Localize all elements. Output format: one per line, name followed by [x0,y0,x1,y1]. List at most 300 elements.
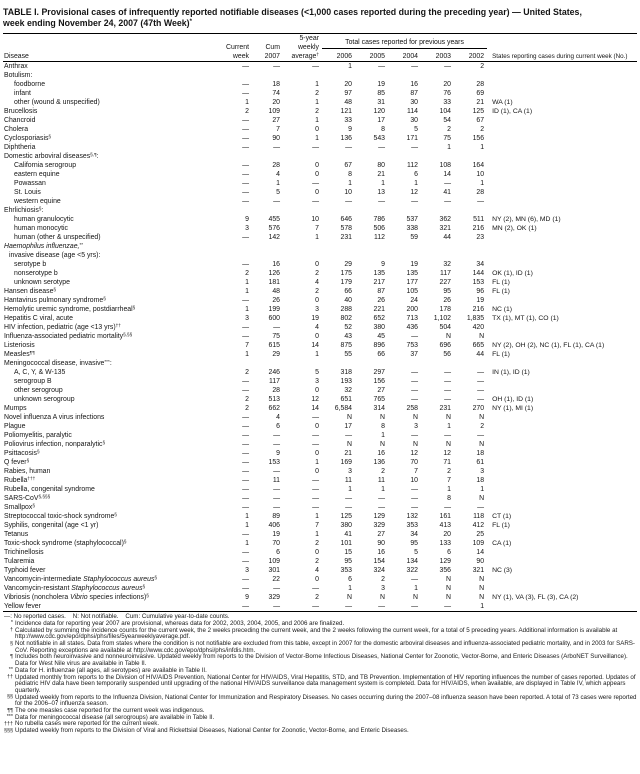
case-count: — [242,378,249,386]
disease-name: Hemolytic uremic syndrome, postdiarrheal§ [4,305,136,314]
case-count: 12 [443,450,451,458]
footnote-text: Updated monthly from reports to the Division of HIV/AIDS Prevention, National Center for HIV/AIDS, Viral Hepatitis, STD, and TB Prevention. Implementation of HIV reporting influences the number of cases reported. Updates of pediatric HIV data have been temporarily suspended until upgrading of the national HIV/AIDS surveillance data management system is completed. Data for HIV/AIDS, when available, are displayed in Table IV, which appears quarterly. [15,673,638,694]
case-count: 2 [245,270,249,278]
disease-name: Q fever§ [4,458,30,467]
case-count: 2 [447,468,451,476]
case-count [388,71,421,80]
reporting-states [487,197,637,206]
case-count: 41 [443,189,451,197]
reporting-states [487,89,637,98]
case-count: 125 [472,108,485,116]
footnote-marker: ** [8,667,13,674]
table-row [3,593,637,602]
case-count: — [378,603,385,611]
reporting-states [487,170,637,179]
case-count: — [444,378,451,386]
case-count: 662 [268,405,280,413]
case-count: 329 [373,522,385,530]
reporting-states [487,485,637,494]
case-count: 44 [476,351,485,359]
case-count: 8 [348,171,352,179]
reporting-states: ID (1), CA (1) [492,108,533,116]
case-count: — [411,396,418,404]
case-count: 20 [272,99,280,107]
case-count: 153 [268,459,280,467]
case-count: — [273,432,280,440]
col-header-2005: 2005 [355,48,388,61]
case-count: 2 [315,108,319,116]
case-count: — [444,198,451,206]
case-count: N [446,585,451,593]
case-count: N [446,594,451,602]
disease-name: unknown serotype [14,279,70,287]
disease-name: HIV infection, pediatric (age <13 yrs)†† [4,323,121,332]
case-count: 8 [381,126,385,134]
reporting-states: CT (1) [492,513,512,521]
case-count: — [411,504,418,512]
case-count [283,206,322,215]
case-count: 2 [315,90,319,98]
case-count: 41 [344,531,352,539]
case-count: 3 [414,423,418,431]
case-count: 18 [476,450,485,458]
disease-name: A, C, Y, & W-135 [14,369,66,377]
case-count: 28 [476,81,485,89]
case-count: — [273,198,280,206]
case-count: 0 [315,126,319,134]
case-count [283,251,322,260]
case-count: — [242,549,249,557]
case-count: 175 [340,270,352,278]
col-header-5yr-weekly-average: 5-year weekly average† [283,34,322,62]
case-count: 19 [377,81,385,89]
case-count: 48 [272,288,280,296]
table-row [3,386,637,395]
case-count: 246 [268,369,280,377]
case-count: 90 [377,540,385,548]
reporting-states [487,62,637,72]
case-count: 43 [344,333,352,341]
table-row [3,62,637,72]
case-count: 216 [472,306,485,314]
disease-name: Syphilis, congenital (age <1 yr) [4,522,99,530]
case-count [252,242,283,251]
case-count: N [479,414,485,422]
reporting-states [487,377,637,386]
case-count [252,71,283,80]
footnote-marker: † [10,627,13,634]
case-count: 75 [272,333,280,341]
case-count: — [242,117,249,125]
case-count: 89 [272,513,280,521]
case-count: — [273,504,280,512]
disease-name: St. Louis [14,189,41,197]
case-count: 1 [245,279,249,287]
case-count: 436 [406,324,418,332]
case-count: 270 [472,405,485,413]
case-count: 322 [406,567,418,575]
case-count: — [273,441,280,449]
case-count: 156 [373,378,385,386]
disease-name: infant [14,90,31,98]
title-line-1: TABLE I. Provisional cases of infrequently reported notifiable diseases (<1,000 cases reported during the preceding year) — United States, [3,7,582,17]
case-count: 1 [447,486,451,494]
case-count [322,359,355,368]
disease-name: western equine [14,198,61,206]
case-count [454,242,487,251]
case-count: — [312,477,319,485]
title-line-2: week ending November 24, 2007 (47th Week)* [3,17,192,28]
case-count: 31 [377,99,385,107]
case-count [421,206,454,215]
case-count: 4 [315,279,319,287]
disease-name: Novel influenza A virus infections [4,414,105,422]
case-count: 2 [315,558,319,566]
case-count: 9 [245,216,249,224]
disease-name: SARS-CoV§,§§§ [4,494,51,503]
footnote-text: Data for H. influenzae (all ages, all serotypes) are available in Table II. [15,666,207,674]
footnote [3,654,639,667]
case-count: 75 [443,135,451,143]
case-count [388,359,421,368]
reporting-states [487,80,637,89]
reporting-states [487,584,637,593]
case-count: 18 [272,81,280,89]
case-count: 24 [410,297,418,305]
table-row [3,323,637,332]
reporting-states [487,413,637,422]
case-count: — [312,144,319,152]
case-count: 85 [377,90,385,98]
col-header-previous-years-group: Total cases reported for previous years [322,34,487,49]
disease-name: serogroup B [14,378,52,386]
case-count: N [479,576,485,584]
case-count: 1 [315,531,319,539]
case-count: 2 [381,576,385,584]
reporting-states [487,467,637,476]
case-count: 600 [268,315,280,323]
case-count: 1 [245,99,249,107]
case-count: 9 [381,261,385,269]
disease-name: Psittacosis§ [4,449,40,458]
footnote-marker: * [10,620,13,627]
disease-name: Tetanus [4,531,29,539]
col-header-disease: Disease [3,34,218,62]
case-count: 29 [344,261,352,269]
case-count: 0 [315,387,319,395]
disease-name: Chancroid [4,117,36,125]
case-count: 1 [480,486,485,494]
case-count: 117 [269,378,280,386]
case-count: 6 [447,549,451,557]
case-count [283,242,322,251]
case-count: — [411,369,418,377]
case-count: 8 [447,495,451,503]
table-row [3,197,637,206]
case-count: 13 [377,189,385,197]
case-count: 76 [443,90,451,98]
case-count: 2 [245,405,249,413]
case-count: — [242,189,249,197]
case-count [218,251,252,260]
case-count: 1 [315,459,319,467]
case-count: — [242,90,249,98]
case-count: 10 [311,216,319,224]
case-count [355,359,388,368]
table-row [3,449,637,458]
case-count: — [444,396,451,404]
case-count: 646 [340,216,352,224]
case-count: 40 [344,297,352,305]
case-count: 133 [439,540,451,548]
case-count: 258 [406,405,418,413]
case-count: — [312,432,319,440]
case-count: 537 [406,216,418,224]
case-count: 3 [480,468,485,476]
case-count: — [242,603,249,611]
reporting-states [487,548,637,557]
reporting-states [487,557,637,566]
case-count: 3 [348,468,352,476]
table-row [3,233,637,242]
case-count: 0 [315,297,319,305]
case-count: 1 [315,117,319,125]
case-count: — [242,441,249,449]
case-count: — [242,63,249,71]
case-count: 216 [472,225,485,233]
case-count: — [273,63,280,71]
disease-name: other (wound & unspecified) [14,99,100,107]
case-count: 543 [373,135,385,143]
case-count: 136 [373,459,385,467]
case-count: — [477,387,485,395]
case-count: 108 [439,162,451,170]
case-count: 696 [439,342,451,350]
table-row [3,422,637,431]
reporting-states [487,116,637,125]
case-count: — [378,144,385,152]
case-count: 15 [344,549,352,557]
case-count: 52 [344,324,352,332]
case-count [388,251,421,260]
table-row [3,125,637,134]
table-row [3,575,637,584]
case-count: 142 [268,234,280,242]
case-count: — [411,144,418,152]
case-count: 6 [276,549,280,557]
case-count: 7 [276,126,280,134]
case-count: 2 [315,270,319,278]
table-row [3,548,637,557]
case-count: — [345,198,352,206]
case-count [218,152,252,161]
case-count: 353 [340,567,352,575]
case-count [388,152,421,161]
case-count: 413 [439,522,451,530]
case-count [355,71,388,80]
case-count: N [347,414,352,422]
table-row [3,503,637,512]
disease-name: Plague [4,423,26,431]
case-count: — [242,414,249,422]
reporting-states [487,458,637,467]
reporting-states: FL (1) [492,279,510,287]
case-count: 713 [406,315,418,323]
case-count: 651 [340,396,352,404]
case-count: 193 [340,378,352,386]
reporting-states: FL (1) [492,288,510,296]
case-count: 380 [340,522,352,530]
case-count: 11 [377,477,385,485]
footnote-text: Not notifiable in all states. Data from states where the condition is not notifiable are excluded from this table, except in 2007 for the domestic arboviral diseases and influenza-associated pediatric mortality, and in 2003 for SARS-CoV. Reporting exceptions are available at http://www.cdc.gov/epo/dphsi/phs/infdis.htm. [15,640,635,654]
footnote [3,628,639,641]
case-count: 1 [381,486,385,494]
case-count: 29 [272,351,280,359]
case-count: 231 [439,405,451,413]
case-count: — [242,576,249,584]
disease-name: Vancomycin-intermediate Staphylococcus aureus§ [4,575,158,584]
case-count: — [273,603,280,611]
disease-name: Vancomycin-resistant Staphylococcus aureus§ [4,584,146,593]
case-count: 1 [348,486,352,494]
table-row [3,224,637,233]
table-row [3,98,637,107]
reporting-states [487,602,637,612]
case-count: 56 [443,351,451,359]
case-count: 97 [344,90,352,98]
case-count: 20 [344,81,352,89]
disease-name: Measles¶¶ [4,350,35,359]
case-count: 1 [245,306,249,314]
case-count: 7 [245,342,249,350]
case-count: 70 [272,540,280,548]
case-count: 380 [373,324,385,332]
case-count [252,206,283,215]
table-row [3,278,637,287]
case-count: 2 [245,369,249,377]
case-count: 802 [340,315,352,323]
reporting-states: NY (2), OH (2), NC (1), FL (1), CA (1) [492,342,605,350]
reporting-states: FL (1) [492,351,510,359]
case-count: 455 [268,216,280,224]
table-row [3,341,637,350]
case-count: 2 [447,126,451,134]
reporting-states [487,494,637,503]
table-row [3,494,637,503]
disease-name: Hansen disease§ [4,287,57,296]
case-count: 356 [439,567,451,575]
case-count: N [413,441,418,449]
case-count: 5 [276,189,280,197]
case-count: — [242,333,249,341]
case-count: — [444,387,451,395]
reporting-states [487,71,637,80]
case-count: 12 [410,189,418,197]
case-count: — [273,486,280,494]
case-count: 32 [443,261,451,269]
case-count: 25 [476,531,485,539]
case-count: 135 [406,270,418,278]
case-count: — [242,504,249,512]
case-count: 45 [377,333,385,341]
reporting-states [487,179,637,188]
disease-name: Poliomyelitis, paralytic [4,432,72,440]
case-count [454,359,487,368]
reporting-states [487,233,637,242]
disease-name: California serogroup [14,162,77,170]
reporting-states [487,422,637,431]
case-count: 753 [406,342,418,350]
disease-name: human (other & unspecified) [14,234,101,242]
case-count: — [444,432,451,440]
case-count [454,152,487,161]
disease-name: Meningococcal disease, invasive***: [4,359,112,368]
case-count: 615 [268,342,280,350]
footnotes [3,614,639,735]
case-count: 1 [315,234,319,242]
case-count: 114 [407,108,418,116]
case-count: — [411,378,418,386]
case-count [355,206,388,215]
case-count: 2 [315,594,319,602]
reporting-states: NY (1), MI (1) [492,405,534,413]
case-count: N [479,495,485,503]
case-count: 90 [272,135,280,143]
case-count: 2 [480,423,485,431]
case-count: 18 [476,477,485,485]
footnote-items [3,621,639,735]
case-count: 217 [373,279,385,287]
case-count: 1 [447,144,451,152]
case-count: — [273,495,280,503]
case-count: 5 [315,369,319,377]
case-count: — [345,495,352,503]
case-count [283,152,322,161]
case-count: N [413,594,418,602]
table-row [3,305,637,314]
case-count: 1 [480,144,485,152]
disease-name: Trichinellosis [4,549,44,557]
case-count: 353 [406,522,418,530]
case-count: 164 [472,162,485,170]
table-row [3,584,637,593]
case-count: — [242,432,249,440]
case-count [322,152,355,161]
case-count: 44 [443,234,451,242]
case-count: — [411,333,418,341]
case-count [322,251,355,260]
case-count: 20 [443,81,451,89]
case-count: N [446,441,451,449]
case-count [218,206,252,215]
case-count: 513 [268,396,280,404]
table-row [3,260,637,269]
case-count: N [479,585,485,593]
case-count [322,206,355,215]
case-count: — [411,432,418,440]
disease-name: Typhoid fever [4,567,46,575]
case-count: — [242,477,249,485]
case-count: 20 [443,531,451,539]
case-count: 3 [315,306,319,314]
case-count: 329 [268,594,280,602]
reporting-states [487,143,637,152]
case-count: 665 [472,342,485,350]
case-count [283,71,322,80]
case-count: 26 [272,297,280,305]
case-count: — [477,396,485,404]
case-count [252,251,283,260]
